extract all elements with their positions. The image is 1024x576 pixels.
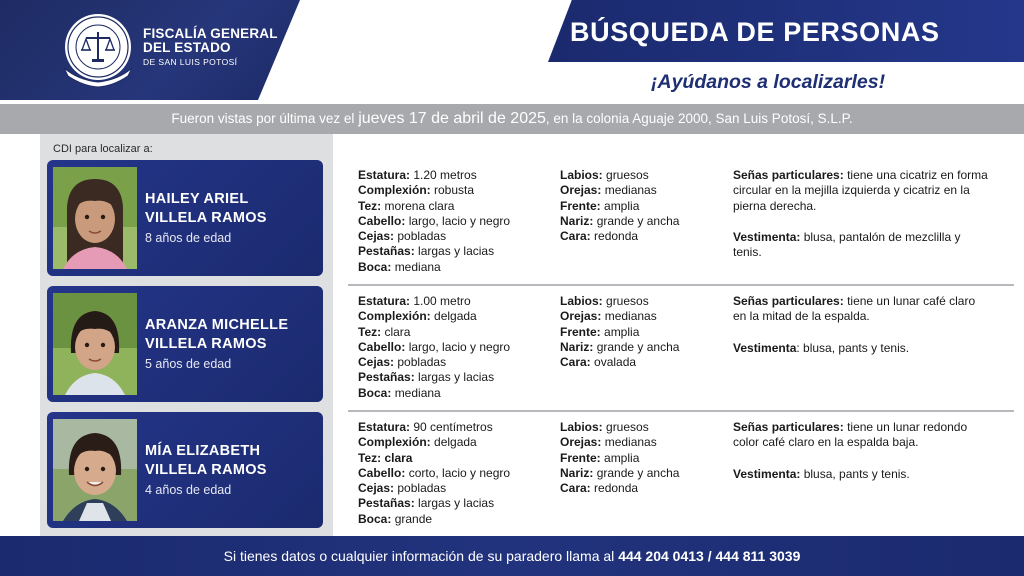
detail-labios: Labios: gruesos — [560, 168, 649, 182]
detail-orejas: Orejas: medianas — [560, 435, 657, 450]
cdi-label: CDI para localizar a: — [53, 143, 153, 155]
person-name-line1: HAILEY ARIEL — [145, 191, 249, 207]
detail-cejas: Cejas: pobladas — [358, 229, 447, 244]
detail-complexion: Complexión: delgada — [358, 435, 477, 450]
last-seen-text — [0, 104, 1024, 134]
person-name-line1: ARANZA MICHELLE — [145, 317, 289, 333]
person-name-line2: VILLELA RAMOS — [145, 336, 267, 352]
detail-pestanas: Pestañas: largas y lacias — [358, 370, 495, 385]
last-seen-location: , en la colonia Aguaje 2000, San Luis Potosí, S.L.P. — [545, 111, 853, 126]
detail-cara: Cara: ovalada — [560, 355, 637, 370]
person-name-line2: VILLELA RAMOS — [145, 210, 267, 226]
person-age: 5 años de edad — [145, 357, 232, 371]
person-card-3 — [47, 412, 323, 528]
detail-boca: Boca: mediana — [358, 259, 441, 274]
detail-cabello: Cabello: largo, lacio y negro — [358, 213, 511, 228]
detail-complexion: Complexión: delgada — [358, 309, 477, 324]
person-age: 8 años de edad — [145, 231, 232, 245]
person-card-1 — [47, 160, 323, 276]
detail-frente: Frente: amplia — [560, 450, 640, 465]
contact-phones: 444 204 0413 / 444 811 3039 — [618, 548, 801, 564]
detail-labios: Labios: gruesos — [560, 294, 649, 308]
person-age: 4 años de edad — [145, 483, 232, 497]
detail-cejas: Cejas: pobladas — [358, 481, 447, 496]
detail-pestanas: Pestañas: largas y lacias — [358, 496, 495, 511]
detail-senas: Señas particulares: tiene una cicatriz en forma circular en la mejilla izquierda y cicatriz en la pierna derecha. — [733, 168, 988, 213]
detail-tez: Tez: morena clara — [358, 198, 455, 213]
detail-estatura: Estatura: 1.20 metros — [358, 168, 477, 182]
detail-estatura: Estatura: 90 centímetros — [358, 420, 493, 434]
fiscalia-seal-icon — [58, 10, 138, 90]
detail-vestimenta: Vestimenta: blusa, pants y tenis. — [733, 340, 910, 355]
page-title: BÚSQUEDA DE PERSONAS — [570, 17, 940, 47]
detail-cejas: Cejas: pobladas — [358, 355, 447, 370]
org-name-line2: DEL ESTADO — [143, 40, 231, 55]
person-2-face-details — [560, 294, 730, 370]
detail-boca: Boca: mediana — [358, 385, 441, 400]
row-divider — [348, 410, 1014, 412]
person-1-marks — [733, 168, 991, 260]
detail-orejas: Orejas: medianas — [560, 309, 657, 324]
org-name-line3: DE SAN LUIS POTOSÍ — [143, 57, 238, 67]
footer-contact-text: Si tienes datos o cualquier información de su paradero llama al 444 204 0413 / 444 811 3039 — [223, 548, 801, 564]
detail-boca: Boca: grande — [358, 511, 433, 526]
detail-tez: Tez: clara — [358, 450, 413, 465]
last-seen-date: jueves 17 de abril de 2025 — [358, 110, 546, 127]
person-card-2 — [47, 286, 323, 402]
footer-contact-bar — [0, 536, 1024, 576]
person-1-face-details — [560, 168, 730, 244]
detail-estatura: Estatura: 1.00 metro — [358, 294, 471, 308]
detail-frente: Frente: amplia — [560, 324, 640, 339]
header — [0, 0, 1024, 104]
person-3-physical-details — [358, 420, 558, 527]
person-1-physical-details — [358, 168, 558, 275]
org-name-line1: FISCALÍA GENERAL — [143, 26, 278, 41]
detail-cabello: Cabello: corto, lacio y negro — [358, 465, 511, 480]
person-photo-1 — [53, 167, 137, 269]
person-photo-2 — [53, 293, 137, 395]
person-photo-3 — [53, 419, 137, 521]
detail-cara: Cara: redonda — [560, 481, 639, 496]
detail-cara: Cara: redonda — [560, 229, 639, 244]
page-subtitle: ¡Ayúdanos a localizarles! — [651, 71, 886, 93]
detail-vestimenta: Vestimenta: blusa, pants y tenis. — [733, 466, 910, 481]
detail-orejas: Orejas: medianas — [560, 183, 657, 198]
detail-nariz: Nariz: grande y ancha — [560, 213, 680, 228]
last-seen-prefix: Fueron vistas por última vez el — [171, 111, 359, 126]
detail-labios: Labios: gruesos — [560, 420, 649, 434]
detail-tez: Tez: clara — [358, 324, 411, 339]
row-divider — [348, 284, 1014, 286]
person-name-line2: VILLELA RAMOS — [145, 462, 267, 478]
detail-nariz: Nariz: grande y ancha — [560, 339, 680, 354]
last-seen-bar — [0, 104, 1024, 134]
person-2-marks — [733, 294, 991, 356]
detail-pestanas: Pestañas: largas y lacias — [358, 244, 495, 259]
person-name-line1: MÍA ELIZABETH — [145, 443, 261, 459]
detail-senas: Señas particulares: tiene un lunar café claro en la mitad de la espalda. — [733, 294, 976, 324]
detail-frente: Frente: amplia — [560, 198, 640, 213]
person-3-face-details — [560, 420, 730, 496]
detail-senas: Señas particulares: tiene un lunar redondo color café claro en la espalda baja. — [733, 420, 968, 450]
detail-vestimenta: Vestimenta: blusa, pantalón de mezclilla y tenis. — [733, 229, 961, 260]
detail-nariz: Nariz: grande y ancha — [560, 465, 680, 480]
person-3-marks — [733, 420, 991, 482]
detail-cabello: Cabello: largo, lacio y negro — [358, 339, 511, 354]
person-2-physical-details — [358, 294, 558, 401]
detail-complexion: Complexión: robusta — [358, 183, 475, 198]
